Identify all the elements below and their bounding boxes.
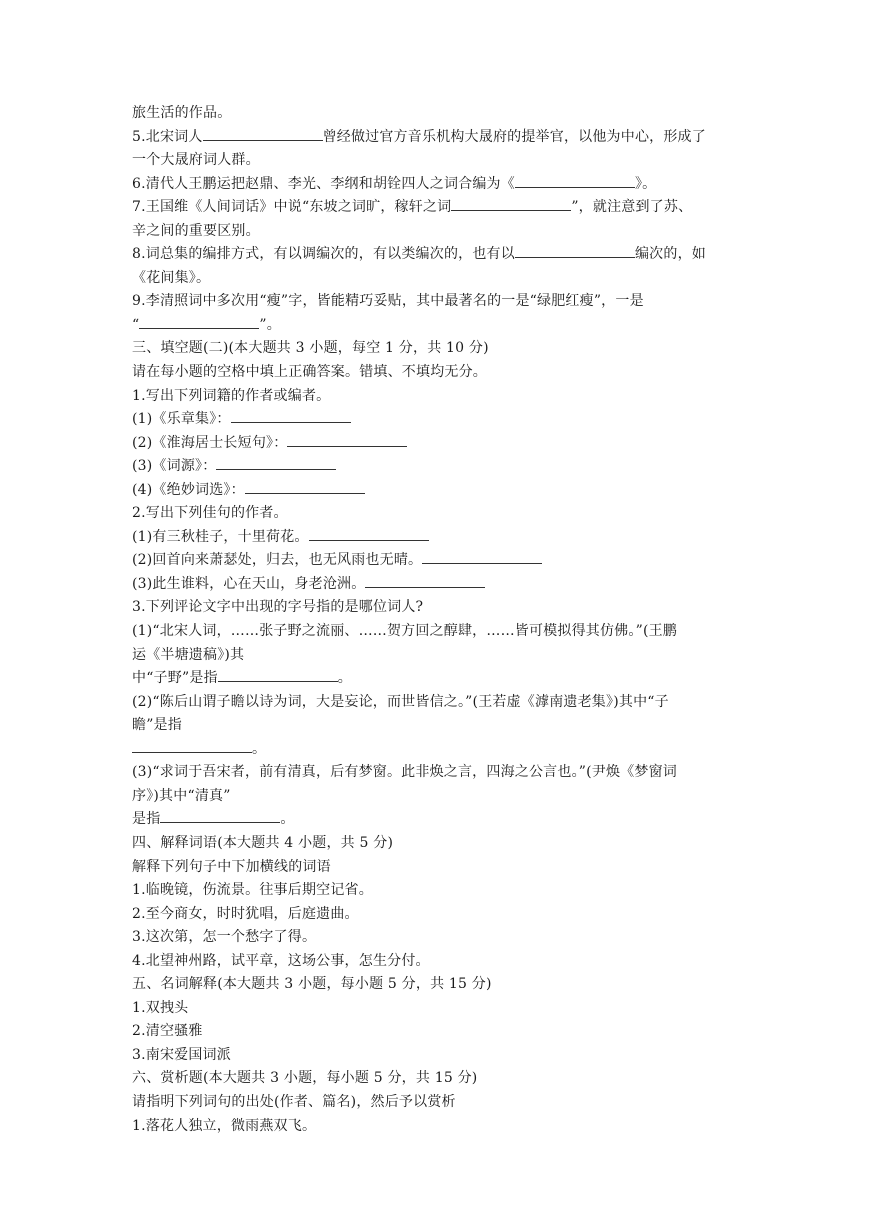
sub-question: (2)“陈后山谓子瞻以诗为词，大是妄论，而世皆信之。”(王若虚《滹南遗老集》)其中“子 [132, 693, 669, 710]
sub-question: (2)回首向来萧瑟处，归去，也无风雨也无晴。 [132, 549, 742, 573]
sub-question: 1.双拽头 [132, 999, 189, 1016]
exam-page [132, 102, 742, 1138]
answer-blank[interactable] [218, 667, 338, 682]
text-line: 。 [132, 738, 742, 762]
text-line: 瞻”是指 [132, 717, 182, 734]
sub-question: 2.至今商女，时时犹唱，后庭遗曲。 [132, 905, 359, 922]
text-line: 辛之间的重要区别。 [132, 222, 260, 239]
answer-blank[interactable] [309, 526, 429, 541]
answer-blank[interactable] [287, 432, 407, 447]
answer-blank[interactable] [422, 549, 542, 564]
answer-blank[interactable] [231, 408, 351, 423]
text-line: 中“子野”是指 。 [132, 667, 742, 691]
text-line: 一个大晟府词人群。 [132, 152, 260, 169]
answer-blank[interactable] [160, 808, 280, 823]
answer-blank[interactable] [365, 573, 485, 588]
sub-question: 1.临晚镜，伤流景。往事后期空记省。 [132, 882, 373, 899]
text-line: 旅生活的作品。 [132, 105, 232, 121]
answer-blank[interactable] [203, 126, 323, 141]
question-8: 8.词总集的编排方式，有以调编次的，有以类编次的，也有以 编次的，如 [132, 243, 742, 267]
sub-question: (4)《绝妙词选》： [132, 479, 742, 503]
section-heading: 五、名词解释(本大题共 3 小题，每小题 5 分，共 15 分) [132, 976, 492, 993]
question-7: 7.王国维《人间词话》中说“东坡之词旷，稼轩之词 ”，就注意到了苏、 [132, 196, 742, 220]
answer-blank[interactable] [515, 173, 635, 188]
answer-blank[interactable] [132, 738, 252, 753]
instruction: 解释下列句子中下加横线的词语 [132, 858, 331, 875]
text-line: 序》)其中“清真” [132, 787, 231, 804]
sub-question: (1)《乐章集》： [132, 408, 742, 432]
section-heading: 三、填空题(二)(本大题共 3 小题，每空 1 分，共 10 分) [132, 340, 489, 357]
question-9: 9.李清照词中多次用“瘦”字，皆能精巧妥贴，其中最著名的一是“绿肥红瘦”，一是 [132, 293, 644, 310]
sub-question: (1)“北宋人词，……张子野之流丽、……贺方回之醇肆，……皆可模拟得其仿佛。”(王鹏 [132, 623, 678, 640]
text-line: “ ”。 [132, 314, 742, 338]
sub-question: 1.落花人独立，微雨燕双飞。 [132, 1117, 317, 1134]
instruction: 请指明下列词句的出处(作者、篇名)，然后予以赏析 [132, 1093, 456, 1110]
section-heading: 四、解释词语(本大题共 4 小题，共 5 分) [132, 834, 394, 851]
answer-blank[interactable] [451, 196, 571, 211]
sub-question: (3)“求词于吾宋者，前有清真，后有梦窗。此非焕之言，四海之公言也。”(尹焕《梦窗词 [132, 764, 678, 781]
answer-blank[interactable] [139, 314, 259, 329]
text-line: 是指 。 [132, 808, 742, 832]
answer-blank[interactable] [245, 479, 365, 494]
answer-blank[interactable] [216, 455, 336, 470]
answer-blank[interactable] [515, 243, 635, 258]
instruction: 请在每小题的空格中填上正确答案。错填、不填均无分。 [132, 364, 487, 381]
question-5: 5.北宋词人 曾经做过官方音乐机构大晟府的提举官，以他为中心，形成了 [132, 126, 742, 150]
sub-question: 3.这次第，怎一个愁字了得。 [132, 929, 317, 946]
sub-question: (3)《词源》： [132, 455, 742, 479]
sub-question: (3)此生谁料，心在天山，身老沧洲。 [132, 573, 742, 597]
text-line: 运《半塘遗稿》)其 [132, 646, 245, 663]
text-line: 《花间集》。 [132, 269, 211, 286]
section-heading: 六、赏析题(本大题共 3 小题，每小题 5 分，共 15 分) [132, 1070, 478, 1087]
sub-question: 3.南宋爱国词派 [132, 1046, 231, 1063]
sub-question: (1)有三秋桂子，十里荷花。 [132, 526, 742, 550]
question-6: 6.清代人王鹏运把赵鼎、李光、李纲和胡铨四人之词合编为《 》。 [132, 173, 742, 197]
sub-question: (2)《淮海居士长短句》： [132, 432, 742, 456]
question-stem: 3.下列评论文字中出现的字号指的是哪位词人? [132, 599, 424, 616]
question-stem: 2.写出下列佳句的作者。 [132, 505, 288, 522]
sub-question: 4.北望神州路，试平章，这场公事，怎生分付。 [132, 952, 430, 969]
question-stem: 1.写出下列词籍的作者或编者。 [132, 387, 331, 404]
sub-question: 2.清空骚雅 [132, 1023, 203, 1040]
